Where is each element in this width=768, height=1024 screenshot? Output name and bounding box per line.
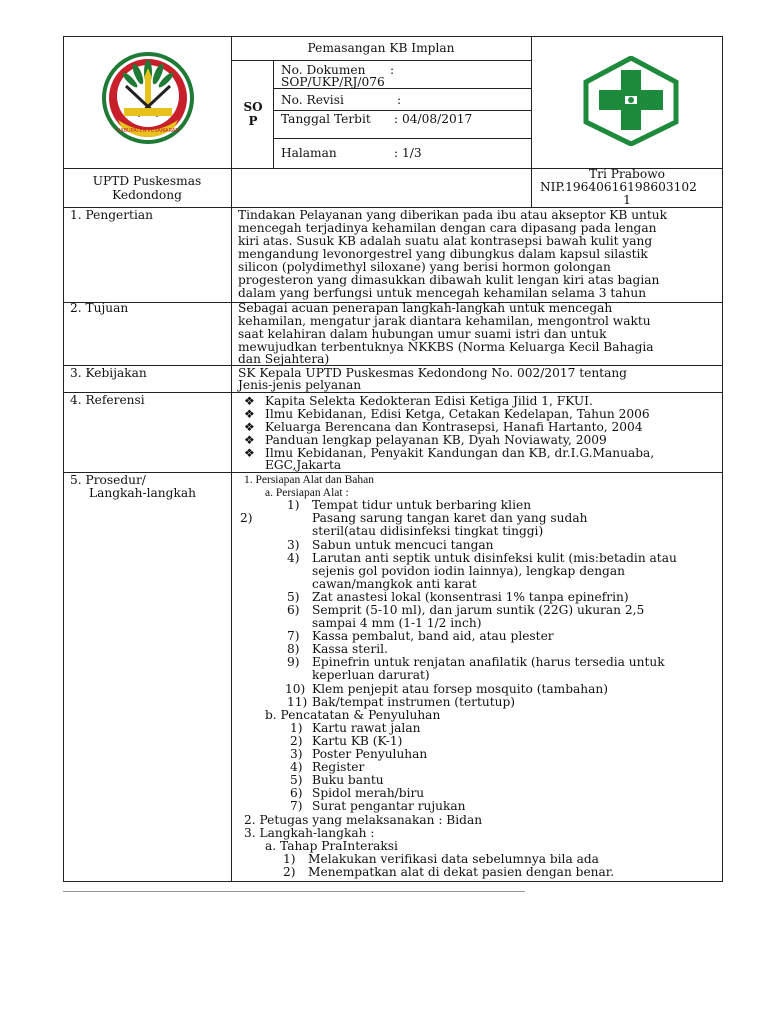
- reference-item: Panduan lengkap pelayanan KB, Dyah Noviawaty, 2009: [265, 433, 607, 447]
- item-number: 7): [290, 799, 303, 813]
- item-number: 3): [287, 538, 300, 552]
- issue-date-value: : 04/08/2017: [394, 112, 473, 126]
- issue-date-label: Tanggal Terbit: [281, 112, 371, 126]
- section-referensi-label: 4. Referensi: [70, 393, 145, 407]
- emblem-ribbon-text: KABUPATEN PESAWARAN: [116, 128, 180, 134]
- text-line: SK Kepala UPTD Puskesmas Kedondong No. 002/2017 tentang: [238, 366, 627, 380]
- item-number: 6): [287, 603, 300, 617]
- text-line: saat kelahiran dalam hubungan umur suami istri dan untuk: [238, 327, 607, 341]
- equipment-item: keperluan darurat): [312, 668, 430, 682]
- equipment-item: Semprit (5-10 ml), dan jarum suntik (22G) ukuran 2,5: [312, 603, 645, 617]
- text-line: mengandung levonorgestrel yang dibungkus dalam kapsul silastik: [238, 247, 648, 261]
- section-tujuan-label: 2. Tujuan: [70, 301, 129, 315]
- institution-name-line2: Kedondong: [112, 188, 182, 202]
- text-line: kehamilan, mengatur jarak diantara kehamilan, mengontrol waktu: [238, 314, 651, 328]
- equipment-item: Tempat tidur untuk berbaring klien: [312, 498, 532, 512]
- item-number: 1): [287, 498, 300, 512]
- record-item: Surat pengantar rujukan: [312, 799, 466, 813]
- record-item: Poster Penyuluhan: [312, 747, 428, 761]
- equipment-item: sejenis gol povidon iodin lainnya), lengkap dengan: [312, 564, 625, 578]
- record-item: Register: [312, 760, 365, 774]
- reference-item: Ilmu Kebidanan, Penyakit Kandungan dan KB, dr.I.G.Manuaba,: [265, 446, 655, 460]
- bullet-icon: ❖: [244, 420, 255, 434]
- item-number: 2): [283, 865, 296, 879]
- equipment-item: cawan/mangkok anti karat: [312, 577, 477, 591]
- item-number: 4): [290, 760, 303, 774]
- procedure-step-3a: a. Tahap PraInteraksi: [265, 839, 398, 853]
- item-number: 2): [290, 734, 303, 748]
- item-number: 2): [240, 511, 253, 525]
- text-line: Sebagai acuan penerapan langkah-langkah untuk mencegah: [238, 301, 613, 315]
- document-title: Pemasangan KB Implan: [307, 41, 455, 55]
- procedure-step-2: 2. Petugas yang melaksanakan : Bidan: [244, 813, 483, 827]
- section-prosedur-label-line2: Langkah-langkah: [89, 486, 196, 500]
- page-label: Halaman: [281, 146, 337, 160]
- pre-interaction-item: Melakukan verifikasi data sebelumnya bila ada: [308, 852, 599, 866]
- text-line: kiri atas. Susuk KB adalah suatu alat kontrasepsi bawah kulit yang: [238, 234, 653, 248]
- bullet-icon: ❖: [244, 394, 255, 408]
- procedure-step-1: 1. Persiapan Alat dan Bahan: [244, 474, 374, 486]
- bullet-icon: ❖: [244, 446, 255, 460]
- text-line: progesteron yang dimasukkan dibawah kulit lengan kiri atas bagian: [238, 273, 660, 287]
- reference-item: Ilmu Kebidanan, Edisi Ketga, Cetakan Kedelapan, Tahun 2006: [265, 407, 650, 421]
- doc-number-label: No. Dokumen: [281, 63, 366, 77]
- equipment-item: Zat anastesi lokal (konsentrasi 1% tanpa epinefrin): [312, 590, 629, 604]
- equipment-item: steril(atau didisinfeksi tingkat tinggi): [312, 524, 544, 538]
- procedure-step-1b: b. Pencatatan & Penyuluhan: [265, 708, 441, 722]
- doc-number-separator: :: [390, 63, 395, 77]
- text-line: mencegah terjadinya kehamilan dengan cara dipasang pada lengan: [238, 221, 657, 235]
- record-item: Buku bantu: [312, 773, 384, 787]
- record-item: Kartu rawat jalan: [312, 721, 421, 735]
- item-number: 6): [290, 786, 303, 800]
- item-number: 5): [287, 590, 300, 604]
- equipment-item: Kassa pembalut, band aid, atau plester: [312, 629, 554, 643]
- record-item: Kartu KB (K-1): [312, 734, 403, 748]
- item-number: 11): [287, 695, 308, 709]
- section-prosedur-label-line1: 5. Prosedur/: [70, 473, 146, 487]
- text-line: dan Sejahtera): [238, 352, 330, 366]
- procedure-step-1a: a. Persiapan Alat :: [265, 487, 349, 499]
- procedure-step-3: 3. Langkah-langkah :: [244, 826, 375, 840]
- section-kebijakan-label: 3. Kebijakan: [70, 366, 147, 380]
- revision-separator: :: [397, 93, 402, 107]
- text-line: mewujudkan terbentuknya NKKBS (Norma Keluarga Kecil Bahagia: [238, 340, 654, 354]
- record-item: Spidol merah/biru: [312, 786, 425, 800]
- bullet-icon: ❖: [244, 407, 255, 421]
- reference-continuation: EGC,Jakarta: [265, 458, 342, 472]
- sop-label: SO P: [243, 100, 263, 128]
- reference-item: Keluarga Berencana dan Kontrasepsi, Hanafi Hartanto, 2004: [265, 420, 643, 434]
- signer-nip-line1: NIP.19640616198603102: [540, 180, 697, 194]
- reference-item: Kapita Selekta Kedokteran Edisi Ketiga Jilid 1, FKUI.: [265, 394, 593, 408]
- regency-emblem-logo: [100, 50, 196, 146]
- item-number: 9): [287, 655, 300, 669]
- equipment-item: Pasang sarung tangan karet dan yang sudah: [312, 511, 588, 525]
- bullet-icon: ❖: [244, 433, 255, 447]
- item-number: 1): [283, 852, 296, 866]
- equipment-item: sampai 4 mm (1-1 1/2 inch): [312, 616, 482, 630]
- equipment-item: Sabun untuk mencuci tangan: [312, 538, 494, 552]
- section-pengertian-label: 1. Pengertian: [70, 208, 153, 222]
- equipment-item: Epinefrin untuk renjatan anafilatik (harus tersedia untuk: [312, 655, 665, 669]
- equipment-item: Kassa steril.: [312, 642, 388, 656]
- equipment-item: Bak/tempat instrumen (tertutup): [312, 695, 516, 709]
- signer-name: Tri Prabowo: [589, 167, 665, 181]
- pre-interaction-item: Menempatkan alat di dekat pasien dengan benar.: [308, 865, 615, 879]
- text-line: Tindakan Pelayanan yang diberikan pada ibu atau akseptor KB untuk: [238, 208, 668, 222]
- item-number: 8): [287, 642, 300, 656]
- item-number: 10): [285, 682, 306, 696]
- item-number: 1): [290, 721, 303, 735]
- item-number: 7): [287, 629, 300, 643]
- revision-label: No. Revisi: [281, 93, 344, 107]
- item-number: 5): [290, 773, 303, 787]
- item-number: 3): [290, 747, 303, 761]
- doc-number-value: SOP/UKP/RJ/076: [281, 75, 385, 89]
- puskesmas-logo: [581, 56, 681, 146]
- page-value: : 1/3: [394, 146, 422, 160]
- equipment-item: Klem penjepit atau forsep mosquito (tambahan): [312, 682, 609, 696]
- institution-name-line1: UPTD Puskesmas: [92, 174, 202, 188]
- signer-nip-line2: 1: [623, 193, 631, 207]
- text-line: silicon (polydimethyl siloxane) yang berisi hormon golongan: [238, 260, 611, 274]
- footer-rule: [63, 891, 525, 892]
- item-number: 4): [287, 551, 300, 565]
- text-line: dalam yang berfungsi untuk mencegah kehamilan selama 3 tahun: [238, 286, 647, 300]
- equipment-item: Larutan anti septik untuk disinfeksi kulit (mis:betadin atau: [312, 551, 677, 565]
- text-line: Jenis-jenis pelyanan: [238, 378, 362, 392]
